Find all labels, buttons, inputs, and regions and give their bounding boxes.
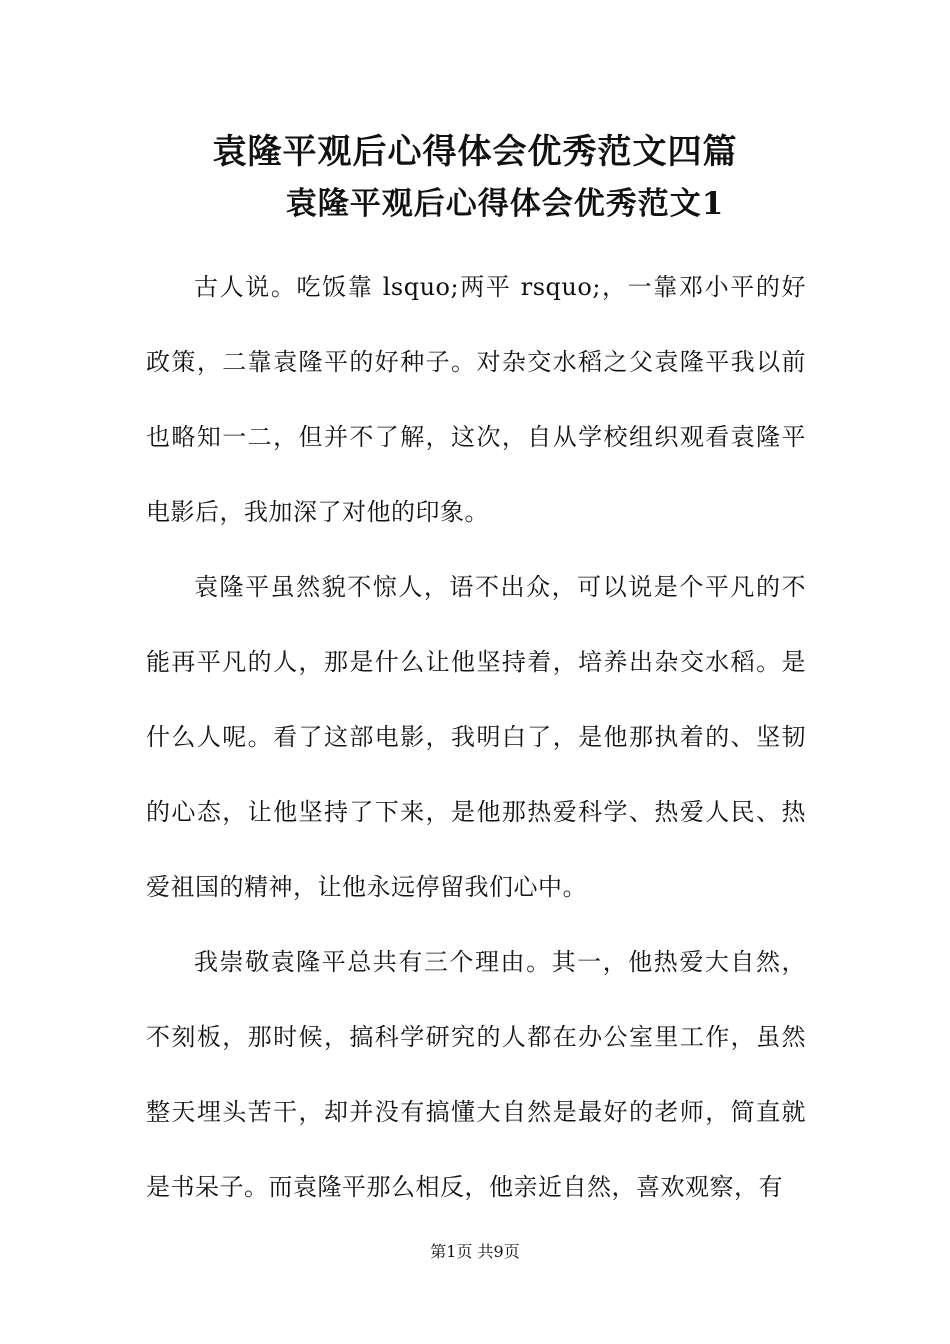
- paragraph-1: 古人说。吃饭靠 lsquo;两平 rsquo;，一靠邓小平的好政策，二靠袁隆平的好种子。对杂交水稻之父袁隆平我以前也略知一二，但并不了解，这次，自从学校组织观看袁隆平电影后，我加深了对他的印象。: [146, 273, 806, 526]
- paragraph-2: 袁隆平虽然貌不惊人，语不出众，可以说是个平凡的不能再平凡的人，那是什么让他坚持着，培养出杂交水稻。是什么人呢。看了这部电影，我明白了，是他那执着的、坚韧的心态，让他坚持了下来，是他那热爱科学、热爱人民、热爱祖国的精神，让他永远停留我们心中。: [146, 573, 806, 901]
- paragraph-3: 我崇敬袁隆平总共有三个理由。其一，他热爱大自然，不刻板，那时候，搞科学研究的人都在办公室里工作，虽然整天埋头苦干，却并没有搞懂大自然是最好的老师，简直就是书呆子。而袁隆平那么相反，他亲近自然，喜欢观察，有: [146, 948, 806, 1201]
- document-body: [146, 250, 806, 1225]
- section-title: 袁隆平观后心得体会优秀范文1: [285, 186, 725, 222]
- page-footer: 第1页 共9页: [430, 1242, 520, 1261]
- document-title: 袁隆平观后心得体会优秀范文四篇: [212, 132, 738, 172]
